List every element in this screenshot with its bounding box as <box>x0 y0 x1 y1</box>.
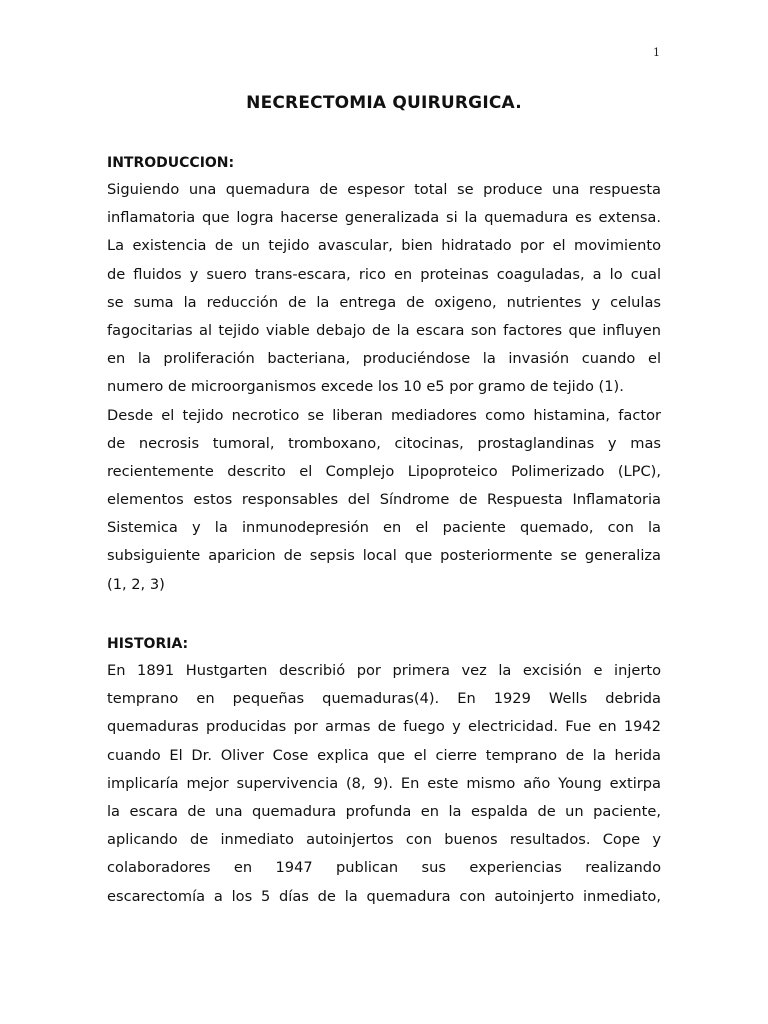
paragraph-line: temprano en pequeñas quemaduras(4). En 1929 Wells debrida <box>107 690 661 708</box>
paragraph-line: de fluidos y suero trans-escara, rico en proteinas coaguladas, a lo cual <box>107 265 661 283</box>
paragraph-line: Desde el tejido necrotico se liberan mediadores como histamina, factor <box>107 406 661 424</box>
paragraph-line: inflamatoria que logra hacerse generalizada si la quemadura es extensa. <box>107 209 661 227</box>
paragraph-line: la escara de una quemadura profunda en la espalda de un paciente, <box>107 802 661 820</box>
section-heading-introduccion: INTRODUCCION: <box>107 155 235 171</box>
paragraph-line: cuando El Dr. Oliver Cose explica que el cierre temprano de la herida <box>107 746 661 764</box>
paragraph-line: colaboradores en 1947 publican sus experiencias realizando <box>107 859 661 877</box>
paragraph-line: Sistemica y la inmunodepresión en el paciente quemado, con la <box>107 519 661 537</box>
paragraph-line: recientemente descrito el Complejo Lipoproteico Polimerizado (LPC), <box>107 462 661 480</box>
paragraph-line: aplicando de inmediato autoinjertos con buenos resultados. Cope y <box>107 831 661 849</box>
paragraph-line: quemaduras producidas por armas de fuego y electricidad. Fue en 1942 <box>107 718 661 736</box>
paragraph-line: se suma la reducción de la entrega de oxigeno, nutrientes y celulas <box>107 293 661 311</box>
section-historia <box>107 631 661 911</box>
paragraph-line: implicaría mejor supervivencia (8, 9). En este mismo año Young extirpa <box>107 774 661 792</box>
paragraph-line: de necrosis tumoral, tromboxano, citocinas, prostaglandinas y mas <box>107 434 661 452</box>
section-introduccion <box>107 150 661 599</box>
paragraph-line: elementos estos responsables del Síndrome de Respuesta Inflamatoria <box>107 491 661 509</box>
paragraph-line: fagocitarias al tejido viable debajo de la escara son factores que influyen <box>107 321 661 339</box>
paragraph-line: en la proliferación bacteriana, produciéndose la invasión cuando el <box>107 350 661 368</box>
paragraph-line: En 1891 Hustgarten describió por primera vez la excisión e injerto <box>107 662 661 679</box>
paragraph-line: (1, 2, 3) <box>107 575 165 593</box>
paragraph-line: numero de microorganismos excede los 10 e5 por gramo de tejido (1). <box>107 378 624 396</box>
paragraph-line: La existencia de un tejido avascular, bien hidratado por el movimiento <box>107 237 661 255</box>
document-title: NECRECTOMIA QUIRURGICA. <box>246 93 522 113</box>
page-number: 1 <box>653 46 660 59</box>
paragraph-line: subsiguiente aparicion de sepsis local que posteriormente se generaliza <box>107 547 661 565</box>
section-heading-historia: HISTORIA: <box>107 636 189 652</box>
paragraph-line: escarectomía a los 5 días de la quemadura con autoinjerto inmediato, <box>107 887 661 905</box>
paragraph-line: Siguiendo una quemadura de espesor total se produce una respuesta <box>107 181 661 198</box>
